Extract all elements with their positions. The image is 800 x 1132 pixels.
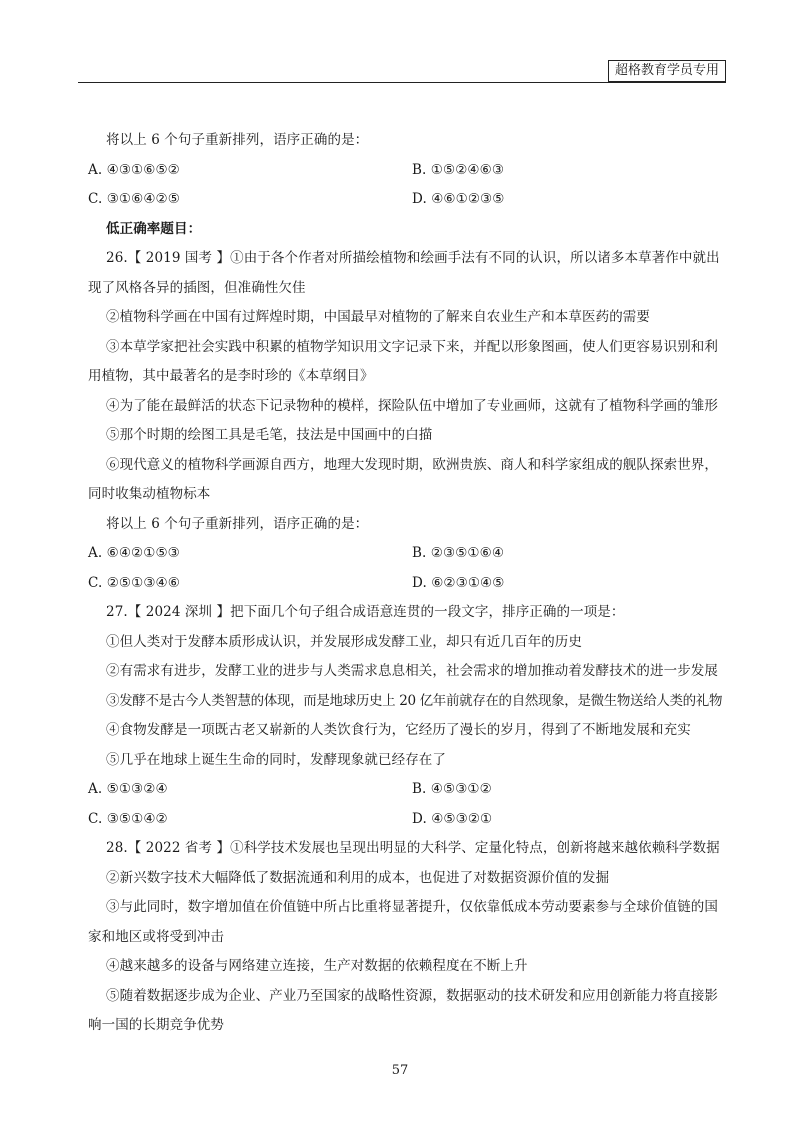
prev-options-row-2 <box>88 185 720 215</box>
q26-sentence-5: ⑤那个时期的绘图工具是毛笔，技法是中国画中的白描 <box>106 427 433 443</box>
q26-sentence-3: ③本草学家把社会实践中积累的植物学知识用文字记录下来，并配以形象图画，使人们更容易识别和利用植物，其中最著名的是李时珍的《本草纲目》 <box>88 338 718 384</box>
q26-sentence-2: ②植物科学画在中国有过辉煌时期，中国最早对植物的了解来自农业生产和本草医药的需要 <box>106 309 650 325</box>
q26-lead: 26.【 2019 国考 】①由于各个作者对所描绘植物和绘画手法有不同的认识，所以诸多本草著作中就出现了风格各异的插图，但准确性欠佳 <box>88 250 720 296</box>
q26-instruction: 将以上 6 个句子重新排列，语序正确的是： <box>106 515 369 532</box>
q28-sentence-3: ③与此同时，数字增加值在价值链中所占比重将显著提升，仅依靠低成本劳动要素参与全球价值链的国家和地区或将受到冲击 <box>88 899 718 945</box>
q27-options-row-2 <box>88 805 720 835</box>
q26-option-b: B. ②③⑤①⑥④ <box>412 545 505 561</box>
q28-lead: 28.【 2022 省考 】①科学技术发展也呈现出明显的大科学、定量化特点，创新将越来越依赖科学数据 <box>106 840 720 856</box>
q26-sentence-4: ④为了能在最鲜活的状态下记录物种的模样，探险队伍中增加了专业画师，这就有了植物科学画的雏形 <box>106 397 718 414</box>
q26-option-c: C. ②⑤①③④⑥ <box>88 574 180 591</box>
q27-sentence-5: ⑤几乎在地球上诞生生命的同时，发酵现象就已经存在了 <box>106 751 446 768</box>
q26-sentence-6: ⑥现代意义的植物科学画源自西方，地理大发现时期，欧洲贵族、商人和科学家组成的舰队探索世界，同时收集动植物标本 <box>88 456 718 502</box>
header-tag: 超格教育学员专用 <box>608 60 726 82</box>
prev-option-c: C. ③①⑥④②⑤ <box>88 191 180 207</box>
q26-option-d: D. ⑥②③①④⑤ <box>412 574 505 591</box>
q26-options-row-1 <box>88 539 720 569</box>
q28-sentence-4: ④越来越多的设备与网络建立连接，生产对数据的依赖程度在不断上升 <box>106 958 528 974</box>
page-content <box>88 126 723 1041</box>
q27-option-b: B. ④⑤③①② <box>412 781 492 797</box>
header-rule <box>78 82 726 83</box>
prev-option-a: A. ④③①⑥⑤② <box>88 161 180 178</box>
q28-sentence-5: ⑤随着数据逐步成为企业、产业乃至国家的战略性资源，数据驱动的技术研发和应用创新能力将直接影响一国的长期竞争优势 <box>88 987 718 1033</box>
prev-instruction: 将以上 6 个句子重新排列，语序正确的是： <box>106 132 369 148</box>
q27-option-a: A. ⑤①③②④ <box>88 781 168 797</box>
page-number: 57 <box>391 1063 409 1078</box>
prev-options-row-1 <box>88 156 720 186</box>
q28-sentence-2: ②新兴数字技术大幅降低了数据流通和利用的成本，也促进了对数据资源价值的发掘 <box>106 869 610 886</box>
q27-options-row-1 <box>88 775 720 805</box>
section-title: 低正确率题目： <box>106 220 202 237</box>
prev-option-b: B. ①⑤②④⑥③ <box>412 161 505 178</box>
q27-sentence-2: ②有需求有进步，发酵工业的进步与人类需求息息相关，社会需求的增加推动着发酵技术的进一步发展 <box>106 663 718 679</box>
q26-options-row-2 <box>88 569 720 599</box>
q27-sentence-1: ①但人类对于发酵本质形成认识，并发展形成发酵工业，却只有近几百年的历史 <box>106 633 582 650</box>
q27-sentence-3: ③发酵不是古今人类智慧的体现，而是地球历史上 20 亿年前就存在的自然现象，是微生物送给人类的礼物 <box>106 692 723 709</box>
q27-option-c: C. ③⑤①④② <box>88 810 168 827</box>
q26-option-a: A. ⑥④②①⑤③ <box>88 545 180 561</box>
prev-option-d: D. ④⑥①②③⑤ <box>412 191 505 207</box>
q27-option-d: D. ④⑤③②① <box>412 810 493 827</box>
q27-lead: 27.【 2024 深圳 】把下面几个句子组合成语意连贯的一段文字，排序正确的一项是： <box>106 604 625 620</box>
q27-sentence-4: ④食物发酵是一项既古老又崭新的人类饮食行为，它经历了漫长的岁月，得到了不断地发展和充实 <box>106 722 691 738</box>
